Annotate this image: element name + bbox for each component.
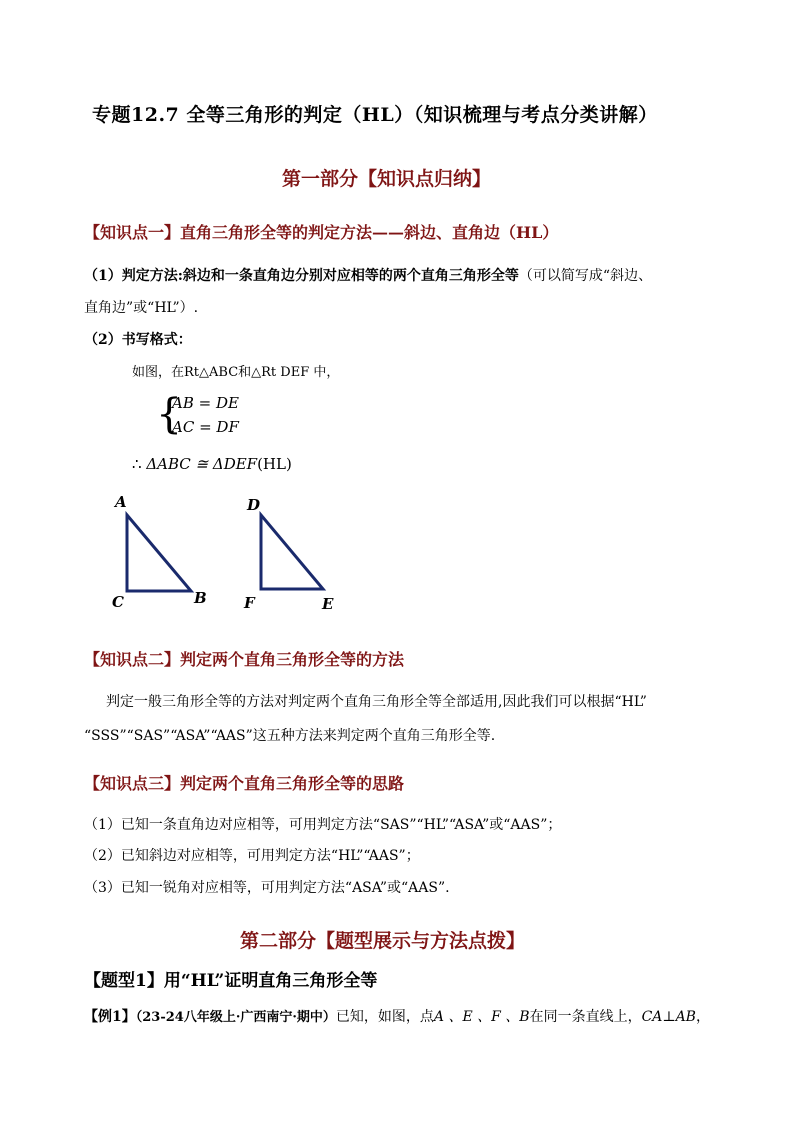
- kp2-paragraph-line-2: “SSS”“SAS”“ASA”“AAS”这五种方法来判定两个直角三角形全等.: [84, 728, 496, 744]
- question-type-1-heading: 【题型1】用“HL”证明直角三角形全等: [84, 971, 378, 991]
- kp2-paragraph-line-1: 判定一般三角形全等的方法对判定两个直角三角形全等全部适用,因此我们可以根据“HL”: [106, 694, 647, 710]
- knowledge-point-3-heading: 【知识点三】判定两个直角三角形全等的思路: [84, 774, 405, 793]
- vertex-label-d: D: [247, 496, 261, 514]
- knowledge-point-2-heading: 【知识点二】判定两个直角三角形全等的方法: [84, 650, 405, 669]
- kp1-paragraph-2: （2）书写格式：: [84, 332, 192, 348]
- example-1-label: 【例1】: [84, 1009, 136, 1025]
- kp3-item-3: （3）已知一锐角对应相等，可用判定方法“ASA”或“AAS”.: [84, 880, 450, 896]
- equation-brace: {: [156, 390, 183, 438]
- vertex-label-c: C: [112, 593, 124, 611]
- triangle-abc: [112, 493, 207, 611]
- equation-line-1: AB = DE: [172, 394, 239, 412]
- kp1-paragraph-1-cont: 直角边”或“HL”）.: [84, 300, 199, 316]
- kp3-item-2: （2）已知斜边对应相等，可用判定方法“HL”“AAS”；: [84, 848, 420, 864]
- kp3-item-1: （1）已知一条直角边对应相等，可用判定方法“SAS”“HL”“ASA”或“AAS”；: [84, 817, 562, 833]
- example-1-condition: CA⊥AB: [641, 1009, 696, 1025]
- example-1: [84, 1006, 710, 1026]
- kp1-method-bold: （1）判定方法:斜边和一条直角边分别对应相等的两个直角三角形全等: [84, 268, 519, 284]
- equation-line-2: AC = DF: [172, 418, 239, 436]
- vertex-label-e: E: [322, 595, 334, 613]
- kp1-example-intro: 如图，在Rt△ABC和△Rt DEF 中，: [132, 365, 340, 380]
- example-1-text-b: 在同一条直线上，: [529, 1009, 642, 1025]
- kp1-method-note: （可以简写成“斜边、: [518, 268, 653, 284]
- vertex-label-a: A: [115, 493, 127, 511]
- vertex-label-b: B: [194, 589, 207, 607]
- hl-tag: (HL): [257, 455, 292, 473]
- triangle-def-shape: [261, 515, 323, 589]
- example-1-text-a: 已知，如图，点: [335, 1009, 434, 1025]
- section-heading-part1: 第一部分【知识点归纳】: [282, 168, 492, 190]
- congruence-statement: ΔABC ≅ ΔDEF: [146, 455, 258, 473]
- example-1-points: A 、E 、F 、B: [433, 1009, 530, 1025]
- example-1-tail: ，: [695, 1009, 710, 1025]
- page-title: 专题12.7 全等三角形的判定（HL）（知识梳理与考点分类讲解）: [92, 104, 658, 126]
- therefore-symbol: ∴: [132, 455, 147, 473]
- triangle-abc-shape: [127, 515, 191, 591]
- vertex-label-f: F: [244, 594, 255, 612]
- knowledge-point-1-heading: 【知识点一】直角三角形全等的判定方法——斜边、直角边（HL）: [84, 223, 559, 242]
- triangle-def: [243, 496, 334, 613]
- example-1-source: （23-24八年级上·广西南宁·期中）: [135, 1010, 336, 1025]
- section-heading-part2: 第二部分【题型展示与方法点拨】: [240, 930, 526, 952]
